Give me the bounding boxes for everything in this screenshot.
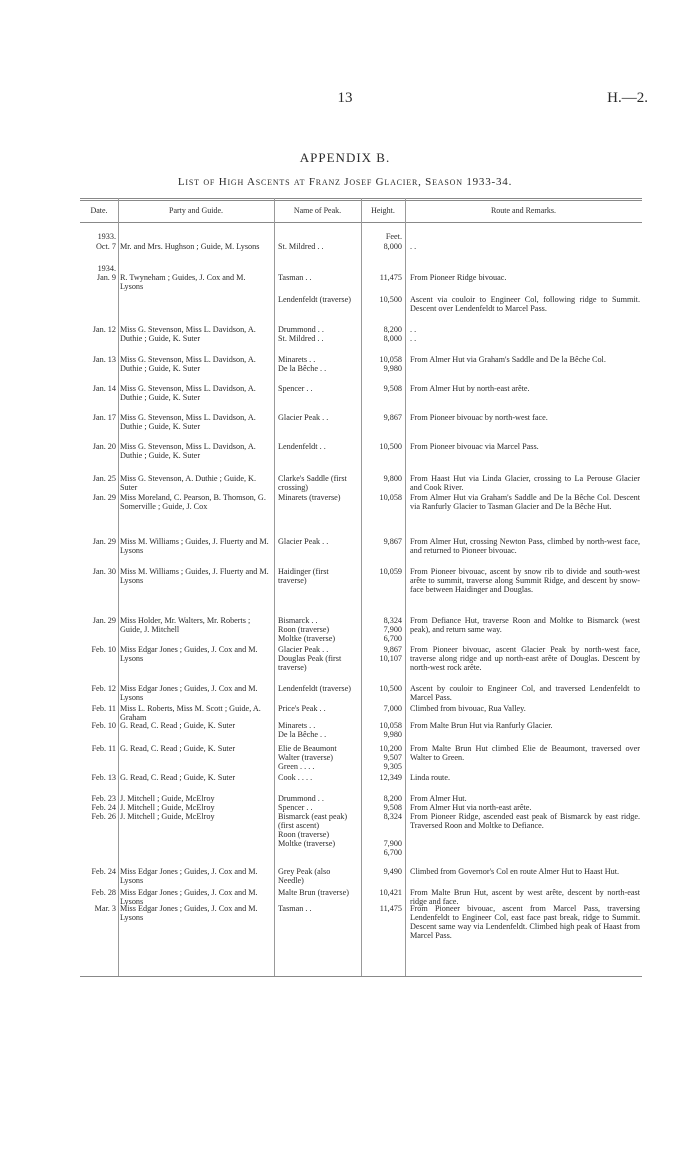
document-reference: H.—2.	[607, 90, 648, 106]
height-unit: Feet.	[385, 232, 402, 241]
cell-height: 10,500	[379, 684, 402, 693]
cell-peak: Glacier Peak . .	[278, 413, 329, 422]
cell-date: Jan. 14	[92, 384, 116, 393]
cell-party: Miss Edgar Jones ; Guides, J. Cox and M. Lysons	[120, 684, 258, 702]
cell-route: From Pioneer Ridge bivouac.	[410, 273, 507, 282]
cell-route: From Almer Hut via Graham's Saddle and De la Bêche Col. Descent via Ranfurly Glacier to Tasman Glacier and De la Bêche Hut.	[410, 493, 640, 511]
cell-route: From Almer Hut. From Almer Hut via north-east arête. From Pioneer Ridge, ascended east peak of Bismarck by east ridge. Traversed Roon and Moltke to Defiance.	[410, 794, 640, 830]
cell-route: From Defiance Hut, traverse Roon and Moltke to Bismarck (west peak), and return same way.	[410, 616, 640, 634]
cell-peak: Bismarck . . Roon (traverse) Moltke (traverse)	[278, 616, 336, 643]
cell-peak: Malte Brun (traverse)	[278, 888, 349, 897]
cell-peak: Spencer . .	[278, 384, 313, 393]
cell-peak: Elie de Beaumont Walter (traverse) Green . . . .	[278, 744, 337, 771]
cell-height: 9,800	[383, 474, 402, 483]
cell-date: Jan. 29	[92, 493, 116, 502]
cell-route: From Malte Brun Hut climbed Elie de Beaumont, traversed over Walter to Green.	[410, 744, 640, 762]
cell-party: Miss G. Stevenson, Miss L. Davidson, A. Duthie ; Guide, K. Suter	[120, 442, 256, 460]
header-party: Party and Guide.	[169, 206, 223, 215]
cell-peak: Lendenfeldt (traverse)	[278, 684, 351, 693]
cell-height: 10,058	[379, 493, 402, 502]
cell-date: Jan. 13	[92, 355, 116, 364]
cell-peak: Lendenfeldt (traverse)	[278, 295, 351, 304]
cell-date: Jan. 25	[92, 474, 116, 483]
year-label: 1934.	[97, 264, 116, 273]
cell-party: Miss Edgar Jones ; Guides, J. Cox and M. Lysons	[120, 867, 258, 885]
cell-height: 8,000	[383, 242, 402, 251]
cell-party: Miss Edgar Jones ; Guides, J. Cox and M. Lysons	[120, 645, 258, 663]
cell-party: Miss G. Stevenson, Miss L. Davidson, A. Duthie ; Guide, K. Suter	[120, 325, 256, 343]
cell-party: Miss M. Williams ; Guides, J. Fluerty and M. Lysons	[120, 567, 269, 585]
cell-height: 8,200 9,508 8,324 7,900 6,700	[383, 794, 402, 857]
cell-date: Feb. 11	[91, 744, 116, 753]
cell-route: Linda route.	[410, 773, 451, 782]
cell-height: 8,324 7,900 6,700	[383, 616, 402, 643]
cell-date: Feb. 12	[91, 684, 116, 693]
cell-peak: Tasman . .	[278, 904, 312, 913]
cell-date: Feb. 24	[91, 867, 116, 876]
cell-height: 9,508	[383, 384, 402, 393]
cell-party: Miss Holder, Mr. Walters, Mr. Roberts ; Guide, J. Mitchell	[120, 616, 251, 634]
cell-peak: Minarets . . De la Bêche . .	[278, 721, 327, 739]
cell-party: Miss G. Stevenson, Miss L. Davidson, A. Duthie ; Guide, K. Suter	[120, 355, 256, 373]
cell-date: Feb. 10	[91, 645, 116, 654]
cell-peak: Glacier Peak . .	[278, 537, 329, 546]
column-divider	[361, 198, 362, 976]
cell-date: Jan. 29	[92, 616, 116, 625]
cell-route: Ascent by couloir to Engineer Col, and traversed Lendenfeldt to Marcel Pass.	[410, 684, 640, 702]
cell-date: Feb. 28	[91, 888, 116, 897]
header-date: Date.	[90, 206, 108, 215]
cell-height: 8,200 8,000	[383, 325, 402, 343]
page-number: 13	[337, 90, 353, 106]
cell-height: 10,421	[379, 888, 402, 897]
appendix-heading: APPENDIX B.	[299, 150, 391, 165]
cell-height: 9,867 10,107	[379, 645, 402, 663]
cell-date: Jan. 29	[92, 537, 116, 546]
cell-route: From Almer Hut via Graham's Saddle and De la Bêche Col.	[410, 355, 606, 364]
cell-route: From Pioneer bivouac by north-west face.	[410, 413, 548, 422]
cell-route: From Almer Hut by north-east arête.	[410, 384, 530, 393]
cell-date: Feb. 23 Feb. 24 Feb. 26	[91, 794, 116, 821]
year-label: 1933.	[97, 232, 116, 241]
cell-peak: Cook . . . .	[278, 773, 313, 782]
table-bottom-rule	[80, 976, 642, 977]
cell-party: Miss Edgar Jones ; Guides, J. Cox and M. Lysons	[120, 904, 258, 922]
cell-route: From Haast Hut via Linda Glacier, crossing to La Perouse Glacier and Cook River.	[410, 474, 640, 492]
cell-peak: Tasman . .	[278, 273, 312, 282]
cell-date: Feb. 13	[91, 773, 116, 782]
column-divider	[118, 198, 119, 976]
cell-party: J. Mitchell ; Guide, McElroy J. Mitchell ; Guide, McElroy J. Mitchell ; Guide, McElroy	[120, 794, 215, 821]
column-divider	[405, 198, 406, 976]
cell-date: Feb. 11	[91, 704, 116, 713]
cell-height: 7,000	[383, 704, 402, 713]
cell-height: 10,500	[379, 295, 402, 304]
cell-party: Miss G. Stevenson, Miss L. Davidson, A. Duthie ; Guide, K. Suter	[120, 384, 256, 402]
cell-party: Miss G. Stevenson, Miss L. Davidson, A. Duthie ; Guide, K. Suter	[120, 413, 256, 431]
cell-party: Miss Moreland, C. Pearson, B. Thomson, G. Somerville ; Guide, J. Cox	[120, 493, 266, 511]
table-title: List of High Ascents at Franz Josef Glacier, Season 1933-34.	[177, 176, 513, 188]
cell-party: R. Twyneham ; Guides, J. Cox and M. Lysons	[120, 273, 246, 291]
header-peak: Name of Peak.	[293, 206, 342, 215]
cell-height: 10,500	[379, 442, 402, 451]
cell-peak: Clarke's Saddle (first crossing)	[278, 474, 347, 492]
cell-party: Miss M. Williams ; Guides, J. Fluerty and M. Lysons	[120, 537, 269, 555]
cell-route: From Malte Brun Hut, ascent by west arête, descent by north-east ridge and face.	[410, 888, 640, 906]
cell-peak: Glacier Peak . . Douglas Peak (first traverse)	[278, 645, 342, 672]
cell-date: Mar. 3	[94, 904, 116, 913]
cell-peak: Drummond . . St. Mildred . .	[278, 325, 324, 343]
cell-party: Mr. and Mrs. Hughson ; Guide, M. Lysons	[120, 242, 260, 251]
cell-route: From Pioneer bivouac via Marcel Pass.	[410, 442, 539, 451]
cell-date: Jan. 30	[92, 567, 116, 576]
cell-party: Miss L. Roberts, Miss M. Scott ; Guide, A. Graham	[120, 704, 261, 722]
cell-party: Miss Edgar Jones ; Guides, J. Cox and M. Lysons	[120, 888, 258, 906]
cell-route: From Pioneer bivouac, ascent Glacier Peak by north-west face, traverse along ridge and up north-east arête of Douglas. Descent by north-west rock arête.	[410, 645, 640, 672]
header-route: Route and Remarks.	[490, 206, 557, 215]
cell-route: From Malte Brun Hut via Ranfurly Glacier.	[410, 721, 553, 730]
cell-height: 10,058 9,980	[379, 721, 402, 739]
cell-date: Feb. 10	[91, 721, 116, 730]
cell-route: Climbed from bivouac, Rua Valley.	[410, 704, 526, 713]
cell-height: 9,867	[383, 413, 402, 422]
cell-height: 10,059	[379, 567, 402, 576]
cell-peak: Minarets (traverse)	[278, 493, 341, 502]
cell-height: 11,475	[379, 273, 402, 282]
cell-peak: Haidinger (first traverse)	[278, 567, 329, 585]
cell-route: . .	[410, 242, 417, 251]
cell-peak: Price's Peak . .	[278, 704, 326, 713]
header-height: Height.	[371, 206, 395, 215]
cell-route: . . . .	[410, 325, 417, 343]
cell-party: G. Read, C. Read ; Guide, K. Suter	[120, 721, 236, 730]
cell-route: From Pioneer bivouac, ascent from Marcel Pass, traversing Lendenfeldt to Engineer Col, east face past break, ridge to Summit. Descent same way via Lendenfeldt. Climbed high peak of Haast from Marcel Pass.	[410, 904, 640, 940]
cell-date: Jan. 20	[92, 442, 116, 451]
cell-peak: Drummond . . Spencer . . Bismarck (east peak) (first ascent) Roon (traverse) Moltke (traverse)	[278, 794, 348, 848]
cell-height: 10,200 9,507 9,305	[379, 744, 402, 771]
cell-date: Jan. 12	[92, 325, 116, 334]
cell-peak: Minarets . . De la Bêche . .	[278, 355, 327, 373]
cell-party: G. Read, C. Read ; Guide, K. Suter	[120, 773, 236, 782]
cell-peak: Lendenfeldt . .	[278, 442, 326, 451]
cell-date: Jan. 17	[92, 413, 116, 422]
cell-peak: Grey Peak (also Needle)	[278, 867, 331, 885]
cell-peak: St. Mildred . .	[278, 242, 324, 251]
cell-route: Ascent via couloir to Engineer Col, following ridge to Summit. Descent over Lendenfeldt to Marcel Pass.	[410, 295, 640, 313]
cell-route: Climbed from Governor's Col en route Almer Hut to Haast Hut.	[410, 867, 620, 876]
cell-party: Miss G. Stevenson, A. Duthie ; Guide, K. Suter	[120, 474, 257, 492]
cell-party: G. Read, C. Read ; Guide, K. Suter	[120, 744, 236, 753]
cell-height: 9,490	[383, 867, 402, 876]
column-divider	[274, 198, 275, 976]
cell-height: 11,475	[379, 904, 402, 913]
cell-route: From Almer Hut, crossing Newton Pass, climbed by north-west face, and returned to Pioneer bivouac.	[410, 537, 640, 555]
cell-height: 9,867	[383, 537, 402, 546]
cell-height: 10,058 9,980	[379, 355, 402, 373]
cell-date: Oct. 7	[95, 242, 116, 251]
cell-height: 12,349	[379, 773, 402, 782]
cell-date: Jan. 9	[96, 273, 116, 282]
cell-route: From Pioneer bivouac, ascent by snow rib to divide and south-west arête to summit, traverse along Summit Ridge, and descent by snow-face between Haidinger and Douglas.	[410, 567, 640, 594]
